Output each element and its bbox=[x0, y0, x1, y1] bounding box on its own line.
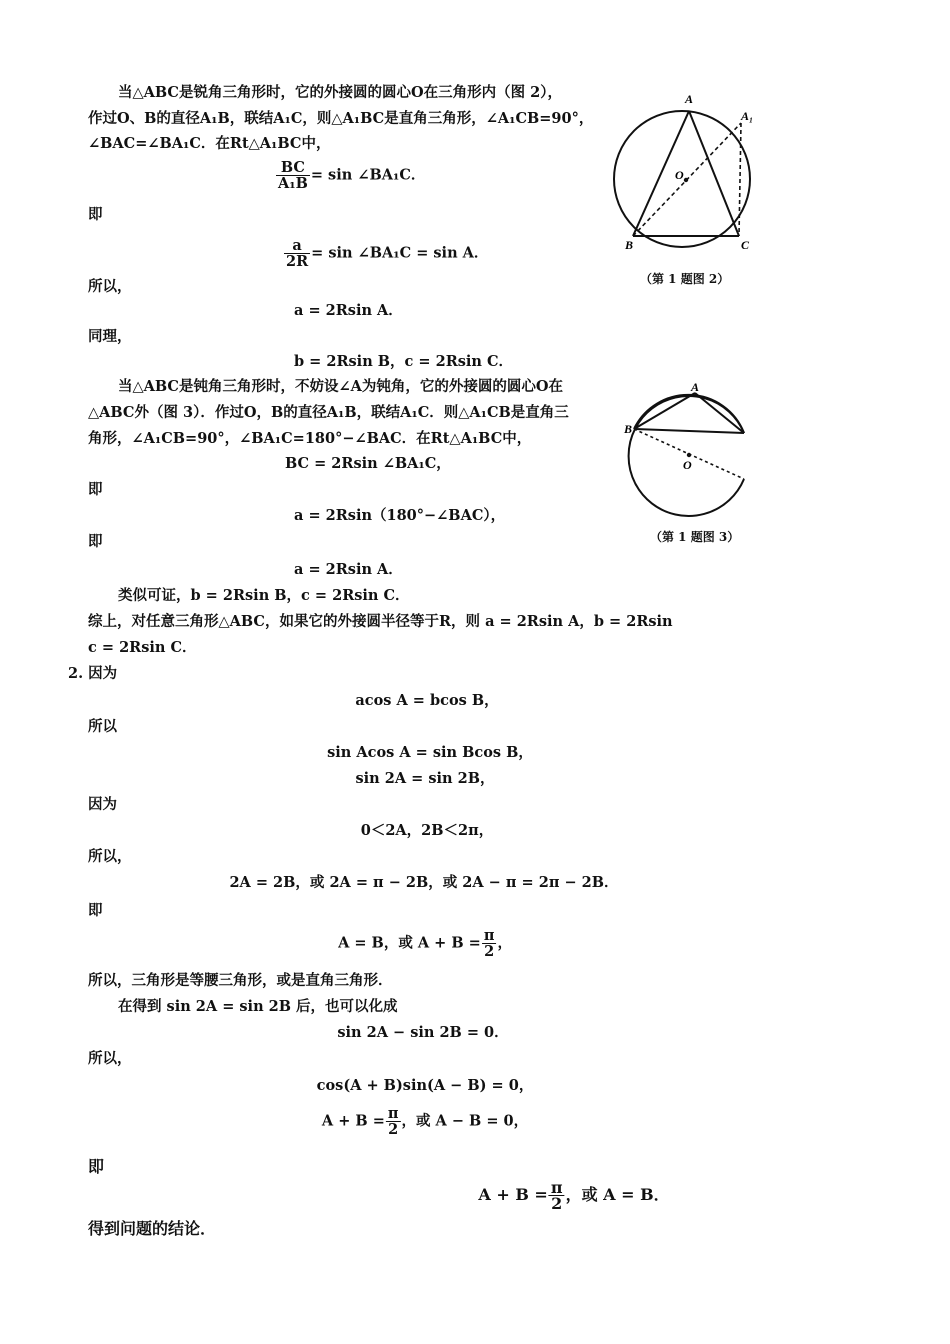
denominator: A₁B bbox=[278, 175, 308, 192]
figure-3-caption: （第 1 题图 3） bbox=[650, 530, 740, 544]
problem2-suoyi1: 所以 bbox=[88, 718, 117, 735]
side-ba bbox=[634, 393, 695, 429]
denominator: 2 bbox=[388, 1121, 399, 1138]
side-ac bbox=[689, 111, 739, 236]
para1-line2: 作过O、B的直径A₁B，联结A₁C，则△A₁BC是直角三角形，∠A₁CB=90°， bbox=[88, 110, 594, 127]
label-b: B bbox=[625, 238, 634, 252]
fraction bbox=[284, 238, 310, 269]
numerator: BC bbox=[276, 160, 310, 176]
problem2-eq2: sin Acos A = sin Bcos B， bbox=[327, 744, 533, 761]
problem2-suoyi2: 所以， bbox=[88, 848, 132, 865]
para2-summary2: c = 2Rsin C． bbox=[88, 639, 197, 656]
fraction bbox=[386, 1106, 401, 1137]
problem2-ji2: 即 bbox=[88, 1157, 105, 1176]
label-a1: A₁ bbox=[741, 109, 754, 123]
formula-rhs: = sin ∠BA₁C = sin A． bbox=[311, 244, 489, 262]
para2-line2: △ABC外（图 3）．作过O，B的直径A₁B，联结A₁C．则△A₁CB是直角三 bbox=[88, 404, 569, 421]
denominator: 2 bbox=[551, 1194, 563, 1213]
para1-line1: 当△ABC是锐角三角形时，它的外接圆的圆心O在三角形内（图 2）， bbox=[118, 84, 562, 101]
problem2-eq10 bbox=[478, 1180, 669, 1211]
label-b: B bbox=[624, 422, 633, 436]
formula-end: ，或 A − B = 0， bbox=[401, 1112, 529, 1130]
para1-line3: ∠BAC=∠BA₁C．在Rt△A₁BC中， bbox=[88, 135, 331, 152]
para1-tongli: 同理， bbox=[88, 328, 132, 345]
formula-rhs: = sin ∠BA₁C． bbox=[310, 166, 426, 184]
formula-lhs: A + B = bbox=[478, 1185, 548, 1204]
problem2-alt: 在得到 sin 2A = sin 2B 后，也可以化成 bbox=[118, 998, 398, 1015]
para2-eq2: a = 2Rsin（180°−∠BAC）， bbox=[294, 507, 506, 524]
label-c: C bbox=[741, 238, 750, 252]
fraction bbox=[549, 1180, 565, 1211]
numerator: π bbox=[387, 1105, 399, 1122]
problem2-eq6 bbox=[338, 928, 512, 959]
denominator: 2R bbox=[286, 253, 309, 270]
problem2-eq3: sin 2A = sin 2B， bbox=[355, 770, 495, 787]
problem2-ji1: 即 bbox=[88, 902, 103, 919]
label-a: A bbox=[691, 380, 700, 394]
fraction bbox=[482, 928, 497, 959]
para2-line3: 角形，∠A₁CB=90°，∠BA₁C=180°−∠BAC．在Rt△A₁BC中， bbox=[88, 430, 532, 447]
numerator: π bbox=[483, 927, 495, 944]
para2-similar: 类似可证，b = 2Rsin B，c = 2Rsin C． bbox=[118, 587, 410, 604]
para1-formula1 bbox=[275, 160, 425, 191]
formula-lhs: A + B = bbox=[321, 1112, 385, 1130]
problem2-final: 得到问题的结论． bbox=[88, 1219, 217, 1238]
label-o: O bbox=[683, 458, 692, 472]
circumcircle bbox=[629, 396, 744, 516]
para1-ji: 即 bbox=[88, 206, 103, 223]
para1-suoyi: 所以， bbox=[88, 278, 132, 295]
para2-eq1: BC = 2Rsin ∠BA₁C， bbox=[285, 455, 451, 472]
figure-3 bbox=[620, 378, 760, 528]
problem2-eq8: cos(A + B)sin(A − B) = 0， bbox=[316, 1077, 534, 1094]
formula-lhs: A = B，或 A + B = bbox=[338, 934, 481, 952]
side-bc bbox=[634, 429, 744, 433]
upper-arc bbox=[634, 395, 744, 433]
label-o: O bbox=[675, 168, 684, 182]
fraction bbox=[276, 160, 310, 191]
label-a: A bbox=[685, 92, 694, 106]
para2-line1: 当△ABC是钝角三角形时，不妨设∠A为钝角，它的外接圆的圆心O在 bbox=[118, 378, 563, 395]
side-ac bbox=[695, 393, 744, 433]
numerator: a bbox=[284, 238, 310, 254]
center-point bbox=[684, 178, 688, 182]
center-point bbox=[687, 453, 691, 457]
formula-end: ，或 A = B． bbox=[565, 1185, 670, 1204]
segment-a1c bbox=[739, 123, 741, 236]
para1-formula2 bbox=[283, 238, 488, 269]
para2-summary1: 综上，对任意三角形△ABC，如果它的外接圆半径等于R，则 a = 2Rsin A，b = 2Rsin bbox=[88, 613, 673, 630]
figure-2 bbox=[605, 86, 775, 286]
problem2-yinwei: 因为 bbox=[88, 796, 117, 813]
problem2-eq5: 2A = 2B，或 2A = π − 2B，或 2A − π = 2π − 2B． bbox=[229, 874, 619, 891]
para1-eq3: a = 2Rsin A． bbox=[294, 302, 403, 319]
problem2-eq9 bbox=[322, 1106, 528, 1137]
numerator: π bbox=[550, 1178, 563, 1197]
problem2-conclusion1: 所以，三角形是等腰三角形，或是直角三角形． bbox=[88, 972, 393, 989]
problem2-eq7: sin 2A − sin 2B = 0． bbox=[337, 1024, 509, 1041]
formula-end: ， bbox=[497, 934, 512, 952]
denominator: 2 bbox=[484, 943, 495, 960]
problem2-heading: 2. 因为 bbox=[68, 665, 118, 682]
problem2-eq1: acos A = bcos B， bbox=[355, 692, 499, 709]
problem2-eq4: 0＜2A，2B＜2π， bbox=[360, 822, 494, 839]
para2-ji2: 即 bbox=[88, 533, 103, 550]
problem2-suoyi3: 所以， bbox=[88, 1050, 132, 1067]
figure-2-caption: （第 1 题图 2） bbox=[640, 272, 730, 286]
para1-eq4: b = 2Rsin B，c = 2Rsin C． bbox=[294, 353, 514, 370]
para2-ji1: 即 bbox=[88, 481, 103, 498]
para2-eq3: a = 2Rsin A． bbox=[294, 561, 403, 578]
